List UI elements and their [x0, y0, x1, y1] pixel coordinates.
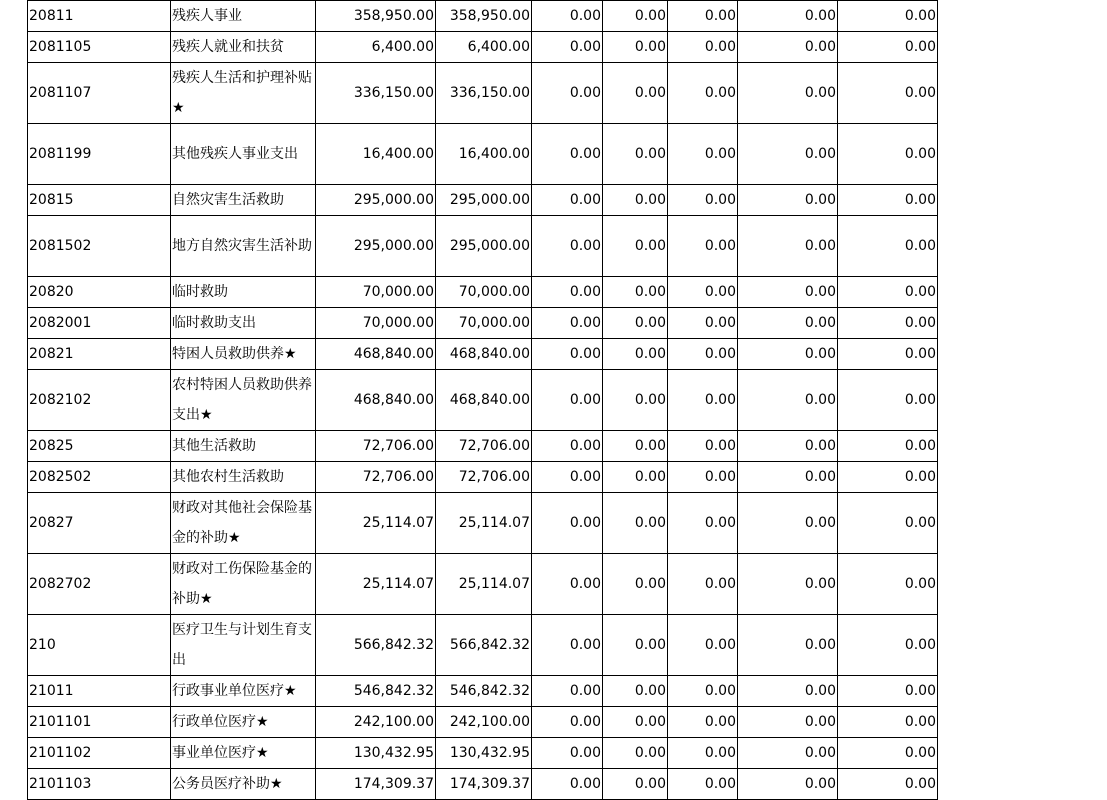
amount-cell: 0.00: [668, 769, 738, 800]
amount-cell: 0.00: [838, 431, 938, 462]
amount-cell: 0.00: [838, 554, 938, 615]
amount-cell: 566,842.32: [316, 615, 436, 676]
amount-cell: 0.00: [532, 185, 603, 216]
amount-cell: 0.00: [738, 738, 838, 769]
amount-cell: 0.00: [838, 32, 938, 63]
amount-cell: 70,000.00: [316, 277, 436, 308]
amount-cell: 0.00: [532, 493, 603, 554]
amount-cell: 468,840.00: [316, 339, 436, 370]
subject-code-cell: 21011: [28, 676, 171, 707]
amount-cell: 295,000.00: [436, 185, 532, 216]
table-row: [28, 462, 938, 493]
subject-code-cell: 2101102: [28, 738, 171, 769]
amount-cell: 546,842.32: [316, 676, 436, 707]
amount-cell: 174,309.37: [316, 769, 436, 800]
table-row: [28, 676, 938, 707]
amount-cell: 25,114.07: [316, 554, 436, 615]
amount-cell: 0.00: [603, 493, 668, 554]
subject-name-cell: 其他生活救助: [171, 431, 316, 462]
amount-cell: 0.00: [738, 339, 838, 370]
amount-cell: 566,842.32: [436, 615, 532, 676]
table-row: [28, 615, 938, 676]
subject-code-cell: 2081199: [28, 124, 171, 185]
amount-cell: 0.00: [838, 769, 938, 800]
amount-cell: 0.00: [838, 462, 938, 493]
subject-name-cell: 财政对其他社会保险基金的补助★: [171, 493, 316, 554]
amount-cell: 0.00: [532, 431, 603, 462]
amount-cell: 72,706.00: [436, 431, 532, 462]
amount-cell: 0.00: [532, 769, 603, 800]
table-row: [28, 185, 938, 216]
amount-cell: 0.00: [838, 615, 938, 676]
amount-cell: 0.00: [668, 32, 738, 63]
amount-cell: 0.00: [532, 124, 603, 185]
amount-cell: 0.00: [838, 124, 938, 185]
amount-cell: 0.00: [532, 32, 603, 63]
amount-cell: 0.00: [668, 185, 738, 216]
amount-cell: 0.00: [668, 615, 738, 676]
subject-code-cell: 20815: [28, 185, 171, 216]
amount-cell: 295,000.00: [316, 185, 436, 216]
amount-cell: 0.00: [532, 738, 603, 769]
amount-cell: 6,400.00: [316, 32, 436, 63]
amount-cell: 0.00: [603, 615, 668, 676]
amount-cell: 0.00: [668, 1, 738, 32]
amount-cell: 0.00: [532, 339, 603, 370]
amount-cell: 0.00: [738, 462, 838, 493]
subject-code-cell: 2082001: [28, 308, 171, 339]
amount-cell: 0.00: [603, 277, 668, 308]
subject-code-cell: 20827: [28, 493, 171, 554]
amount-cell: 0.00: [738, 769, 838, 800]
amount-cell: 336,150.00: [316, 63, 436, 124]
subject-name-cell: 事业单位医疗★: [171, 738, 316, 769]
amount-cell: 0.00: [838, 277, 938, 308]
amount-cell: 0.00: [603, 738, 668, 769]
amount-cell: 0.00: [738, 615, 838, 676]
subject-name-cell: 其他残疾人事业支出: [171, 124, 316, 185]
subject-code-cell: 2101103: [28, 769, 171, 800]
subject-name-cell: 残疾人事业: [171, 1, 316, 32]
amount-cell: 0.00: [838, 370, 938, 431]
subject-name-cell: 临时救助: [171, 277, 316, 308]
amount-cell: 174,309.37: [436, 769, 532, 800]
subject-code-cell: 2082702: [28, 554, 171, 615]
amount-cell: 0.00: [668, 216, 738, 277]
subject-name-cell: 行政单位医疗★: [171, 707, 316, 738]
amount-cell: 16,400.00: [316, 124, 436, 185]
subject-name-cell: 残疾人生活和护理补贴★: [171, 63, 316, 124]
table-row: [28, 308, 938, 339]
amount-cell: 25,114.07: [316, 493, 436, 554]
budget-table: [27, 0, 938, 800]
subject-code-cell: 20811: [28, 1, 171, 32]
amount-cell: 0.00: [838, 707, 938, 738]
subject-name-cell: 地方自然灾害生活补助: [171, 216, 316, 277]
amount-cell: 0.00: [532, 216, 603, 277]
amount-cell: 0.00: [738, 32, 838, 63]
amount-cell: 546,842.32: [436, 676, 532, 707]
amount-cell: 72,706.00: [436, 462, 532, 493]
amount-cell: 0.00: [668, 277, 738, 308]
amount-cell: 0.00: [603, 676, 668, 707]
amount-cell: 0.00: [738, 216, 838, 277]
amount-cell: 0.00: [603, 63, 668, 124]
amount-cell: 0.00: [668, 738, 738, 769]
amount-cell: 358,950.00: [316, 1, 436, 32]
amount-cell: 0.00: [603, 185, 668, 216]
amount-cell: 242,100.00: [316, 707, 436, 738]
table-row: [28, 216, 938, 277]
amount-cell: 468,840.00: [436, 370, 532, 431]
amount-cell: 0.00: [532, 277, 603, 308]
amount-cell: 0.00: [532, 615, 603, 676]
amount-cell: 0.00: [668, 462, 738, 493]
subject-name-cell: 公务员医疗补助★: [171, 769, 316, 800]
amount-cell: 0.00: [738, 707, 838, 738]
amount-cell: 0.00: [838, 493, 938, 554]
table-row: [28, 554, 938, 615]
amount-cell: 0.00: [603, 707, 668, 738]
amount-cell: 0.00: [603, 339, 668, 370]
amount-cell: 0.00: [738, 676, 838, 707]
subject-code-cell: 20825: [28, 431, 171, 462]
amount-cell: 0.00: [668, 63, 738, 124]
table-row: [28, 769, 938, 800]
amount-cell: 25,114.07: [436, 554, 532, 615]
amount-cell: 130,432.95: [316, 738, 436, 769]
amount-cell: 0.00: [838, 738, 938, 769]
table-row: [28, 1, 938, 32]
amount-cell: 0.00: [738, 1, 838, 32]
subject-name-cell: 特困人员救助供养★: [171, 339, 316, 370]
amount-cell: 0.00: [603, 124, 668, 185]
amount-cell: 0.00: [838, 216, 938, 277]
amount-cell: 0.00: [838, 676, 938, 707]
amount-cell: 0.00: [838, 63, 938, 124]
subject-code-cell: 2081105: [28, 32, 171, 63]
amount-cell: 0.00: [838, 308, 938, 339]
amount-cell: 0.00: [668, 676, 738, 707]
subject-name-cell: 行政事业单位医疗★: [171, 676, 316, 707]
amount-cell: 0.00: [738, 431, 838, 462]
subject-name-cell: 残疾人就业和扶贫: [171, 32, 316, 63]
subject-name-cell: 临时救助支出: [171, 308, 316, 339]
table-row: [28, 493, 938, 554]
subject-code-cell: 2082102: [28, 370, 171, 431]
subject-name-cell: 医疗卫生与计划生育支出: [171, 615, 316, 676]
amount-cell: 0.00: [532, 676, 603, 707]
amount-cell: 242,100.00: [436, 707, 532, 738]
amount-cell: 70,000.00: [316, 308, 436, 339]
amount-cell: 0.00: [603, 431, 668, 462]
amount-cell: 0.00: [738, 493, 838, 554]
amount-cell: 0.00: [738, 554, 838, 615]
amount-cell: 0.00: [668, 554, 738, 615]
amount-cell: 0.00: [668, 493, 738, 554]
amount-cell: 0.00: [668, 308, 738, 339]
subject-code-cell: 20820: [28, 277, 171, 308]
amount-cell: 336,150.00: [436, 63, 532, 124]
amount-cell: 70,000.00: [436, 277, 532, 308]
amount-cell: 0.00: [668, 707, 738, 738]
amount-cell: 295,000.00: [316, 216, 436, 277]
amount-cell: 0.00: [668, 124, 738, 185]
amount-cell: 0.00: [532, 554, 603, 615]
subject-code-cell: 210: [28, 615, 171, 676]
amount-cell: 0.00: [603, 370, 668, 431]
amount-cell: 0.00: [603, 216, 668, 277]
amount-cell: 0.00: [603, 554, 668, 615]
subject-name-cell: 财政对工伤保险基金的补助★: [171, 554, 316, 615]
table-row: [28, 707, 938, 738]
amount-cell: 130,432.95: [436, 738, 532, 769]
amount-cell: 468,840.00: [436, 339, 532, 370]
amount-cell: 70,000.00: [436, 308, 532, 339]
subject-code-cell: 2081502: [28, 216, 171, 277]
amount-cell: 0.00: [603, 32, 668, 63]
table-row: [28, 431, 938, 462]
amount-cell: 0.00: [603, 308, 668, 339]
subject-name-cell: 农村特困人员救助供养支出★: [171, 370, 316, 431]
amount-cell: 0.00: [738, 370, 838, 431]
amount-cell: 0.00: [838, 1, 938, 32]
amount-cell: 358,950.00: [436, 1, 532, 32]
amount-cell: 0.00: [532, 1, 603, 32]
amount-cell: 0.00: [738, 63, 838, 124]
subject-name-cell: 其他农村生活救助: [171, 462, 316, 493]
amount-cell: 0.00: [668, 339, 738, 370]
subject-name-cell: 自然灾害生活救助: [171, 185, 316, 216]
amount-cell: 16,400.00: [436, 124, 532, 185]
table-row: [28, 738, 938, 769]
amount-cell: 0.00: [603, 462, 668, 493]
table-row: [28, 277, 938, 308]
table-body: [28, 1, 938, 800]
table-row: [28, 370, 938, 431]
amount-cell: 468,840.00: [316, 370, 436, 431]
amount-cell: 25,114.07: [436, 493, 532, 554]
amount-cell: 0.00: [603, 769, 668, 800]
amount-cell: 0.00: [532, 370, 603, 431]
table-row: [28, 63, 938, 124]
amount-cell: 0.00: [738, 277, 838, 308]
amount-cell: 0.00: [668, 431, 738, 462]
amount-cell: 0.00: [738, 308, 838, 339]
subject-code-cell: 20821: [28, 339, 171, 370]
amount-cell: 0.00: [603, 1, 668, 32]
table-row: [28, 339, 938, 370]
subject-code-cell: 2081107: [28, 63, 171, 124]
table-row: [28, 124, 938, 185]
amount-cell: 0.00: [838, 339, 938, 370]
amount-cell: 0.00: [532, 707, 603, 738]
amount-cell: 6,400.00: [436, 32, 532, 63]
subject-code-cell: 2101101: [28, 707, 171, 738]
amount-cell: 295,000.00: [436, 216, 532, 277]
table-row: [28, 32, 938, 63]
amount-cell: 0.00: [532, 63, 603, 124]
amount-cell: 0.00: [738, 185, 838, 216]
amount-cell: 0.00: [738, 124, 838, 185]
amount-cell: 0.00: [532, 462, 603, 493]
amount-cell: 72,706.00: [316, 462, 436, 493]
amount-cell: 0.00: [838, 185, 938, 216]
amount-cell: 0.00: [532, 308, 603, 339]
amount-cell: 72,706.00: [316, 431, 436, 462]
subject-code-cell: 2082502: [28, 462, 171, 493]
amount-cell: 0.00: [668, 370, 738, 431]
